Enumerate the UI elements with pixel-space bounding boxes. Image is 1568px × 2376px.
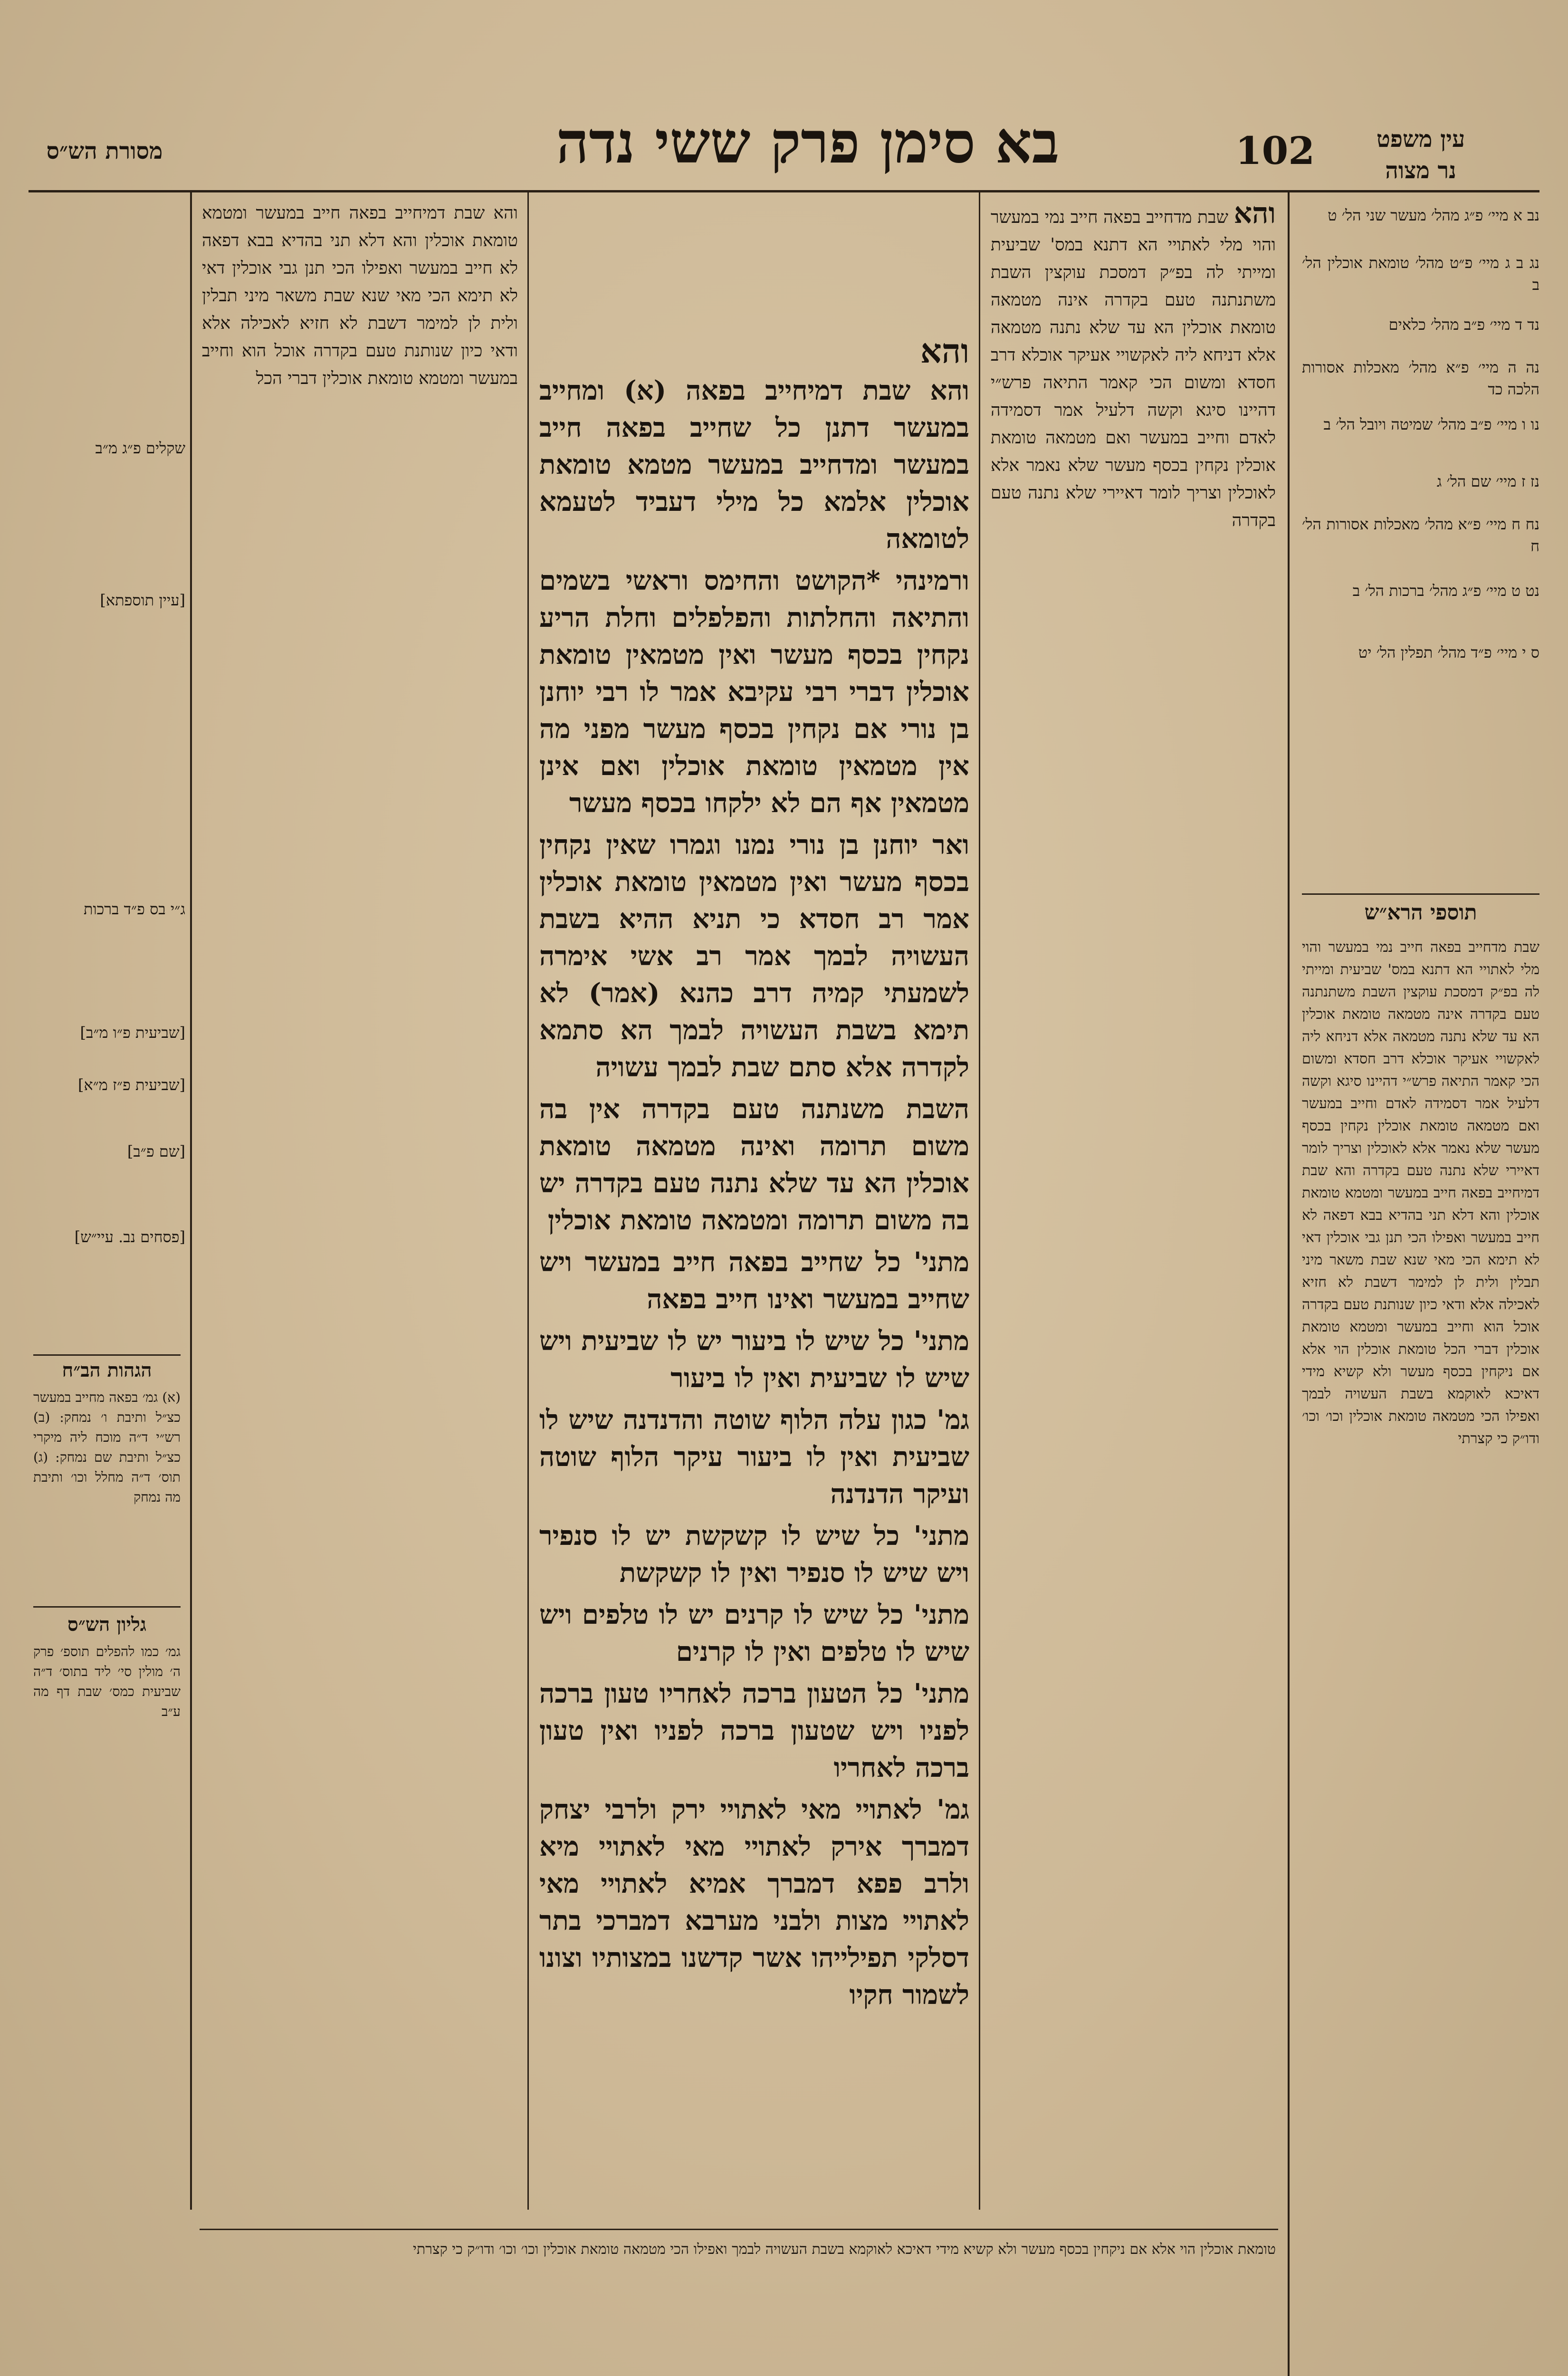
masoret-ref: [שביעית פ״ו מ״ב] <box>80 1024 185 1042</box>
tosafot-harosh-text: טומאת אוכלין הוי אלא אם ניקחין בכסף מעשר ולא קשיא מידי דאיכא לאוקמא בשבת העשויה לבמך ואפילו הכי מטמאה טומאת אוכלין וכו׳ וכו׳ ודו״ק כי קצרתי <box>1302 1341 1539 1447</box>
ein-mishpat-ref: נט ט מיי׳ פ״ג מהל׳ ברכות הל׳ ב <box>1352 582 1539 600</box>
masoret-title: מסורת הש״ס <box>46 138 163 164</box>
tosafot-harosh-column <box>1302 936 1539 2376</box>
gemara-paragraph: מתני' כל שיש לו קשקשת יש לו סנפיר ויש שיש לו סנפיר ואין לו קשקשת <box>539 1520 969 1589</box>
rashi-opening-word: והא <box>1233 200 1276 230</box>
gemara-paragraph: השבת משנתנה טעם בקדרה אין בה משום תרומה ואינה מטמאה טומאת אוכלין הא עד שלא נתנה טעם בקדרה יש בה משום תרומה ומטמאה טומאת אוכלין <box>539 1093 969 1236</box>
ein-mishpat-ref: נה ה מיי׳ פ״א מהל׳ מאכלות אסורות הלכה כד <box>1302 358 1539 398</box>
gemara-paragraph: ואר יוחנן בן נורי נמנו וגמרו שאין נקחין בכסף מעשר ואין מטמאין טומאת אוכלין אמר רב חסדא כי תניא ההיא בשבת העשויה לבמך אמר רב אשי אימרה לשמעתי קמיה דרב כהנא (אמר) לא תימא בשבת העשויה לבמך הא סתמא לקדרה אלא סתם שבת לבמך עשויה <box>539 829 969 1083</box>
rashi-column <box>991 200 1276 2210</box>
ein-mishpat-ref: ס י מיי׳ פ״ד מהל׳ תפלין הל׳ יט <box>1358 643 1539 661</box>
ein-mishpat-ref: נז ז מיי׳ שם הל׳ ג <box>1436 472 1539 490</box>
footnote-rule <box>200 2229 1278 2230</box>
masoret-column <box>29 204 185 1345</box>
tosafot-harosh-title: תוספי הרא״ש <box>1364 901 1477 925</box>
masoret-ref: [שם פ״ב] <box>127 1142 185 1160</box>
tosafot-harosh-text: והא שבת דמיחייב בפאה חייב במעשר ומטמא טומאת אוכלין והא דלא תני בהדיא בבא דפאה לא חייב במעשר ואפילו הכי תנן גבי אוכלין דאי לא תימא הכי מאי שנא שבת משאר מיני תבלין ולית לן למימר דשבת לא חזיא לאכילה אלא ודאי כיון שנותנת טעם בקדרה אוכל הוא וחייב במעשר ומטמא טומאת אוכלין דברי הכל <box>1302 1162 1539 1358</box>
gilyon-title: גליון הש״ס <box>67 1613 147 1636</box>
masoret-ref: [שביעית פ״ז מ״א] <box>78 1076 185 1094</box>
column-divider <box>190 190 192 2210</box>
hagahot-title: הגהות הב״ח <box>62 1359 152 1381</box>
tosafot-column <box>202 200 518 2210</box>
gilyon-rule <box>33 1606 181 1608</box>
gemara-opening-word: והא <box>920 333 969 371</box>
gilyon-text: גמ׳ כמו להפלים תוספ׳ פרק ה׳ מולין סי׳ ליד בתוס׳ ד״ה שביעית כמס׳ שבת דף מה ע״ב <box>33 1644 181 1719</box>
gemara-paragraph: מתני' כל שחייב בפאה חייב במעשר ויש שחייב במעשר ואינו חייב בפאה <box>539 1246 969 1315</box>
header-rule <box>29 190 1539 192</box>
masoret-ref: ג״י בס פ״ד ברכות <box>83 900 185 918</box>
ein-mishpat-ref: נח ח מיי׳ פ״א מהל׳ מאכלות אסורות הל׳ ח <box>1302 515 1539 555</box>
gemara-column <box>539 333 969 2210</box>
ein-mishpat-ref: נב א מיי׳ פ״ג מהל׳ מעשר שני הל׳ ט <box>1328 206 1539 224</box>
hagahot-rule <box>33 1354 181 1356</box>
masoret-ref: [פסחים נב. עיי״ש] <box>74 1228 185 1246</box>
gemara-paragraph: מתני' כל הטעון ברכה לאחריו טעון ברכה לפניו ויש שטעון ברכה לפניו ואין טעון ברכה לאחריו <box>539 1678 969 1783</box>
tosafot-text: והא שבת דמיחייב בפאה חייב במעשר ומטמא טומאת אוכלין והא דלא תני בהדיא בבא דפאה לא חייב במעשר ואפילו הכי תנן גבי אוכלין דאי לא תימא הכי מאי שנא שבת משאר מיני תבלין ולית לן למימר דשבת לא חזיא לאכילה אלא ודאי כיון שנותנת טעם בקדרה אוכל הוא וחייב במעשר ומטמא טומאת אוכלין דברי הכל <box>202 203 518 388</box>
ein-mishpat-ref: נג ב ג מיי׳ פ״ט מהל׳ טומאת אוכלין הל׳ ב <box>1302 254 1539 294</box>
ein-mishpat-ref: נד ד מיי׳ פ״ב מהל׳ כלאים <box>1388 316 1539 334</box>
ein-mishpat-title: עין משפט נר מצוה <box>1376 126 1465 184</box>
ein-mishpat-ref: נו ו מיי׳ פ״ב מהל׳ שמיטה ויובל הל׳ ב <box>1323 415 1539 433</box>
tosafot-harosh-rule <box>1302 893 1539 895</box>
gemara-paragraph: מתני' כל שיש לו ביעור יש לו שביעית ויש שיש לו שביעית ואין לו ביעור <box>539 1325 969 1394</box>
column-divider <box>527 190 529 2210</box>
gemara-paragraph: גמ' כגון עלה הלוף שוטה והדנדנה שיש לו שביעית ואין לו ביעור עיקר הלוף שוטה ועיקר הדנדנה <box>539 1404 969 1510</box>
gemara-paragraph: והא שבת דמיחייב בפאה (א) ומחייב במעשר דתנן כל שחייב בפאה חייב במעשר ומדחייב במעשר מטמא טומאת אוכלין אלמא כל מילי דעביד לטעמא לטומאה <box>539 375 969 555</box>
hagahot-text: (א) גמ׳ בפאה מחייב במעשר כצ״ל ותיבת ו׳ נמחק: (ב) רש״י ד״ה מוכח ליה מיקרי כצ״ל ותיבת שם נמחק: (ג) תוס׳ ד״ה מחלל וכו׳ ותיבת מה נמחק <box>33 1389 181 1505</box>
gemara-paragraph: מתני' כל שיש לו קרנים יש לו טלפים ויש שיש לו טלפים ואין לו קרנים <box>539 1599 969 1667</box>
gemara-paragraph: ורמינהי *הקושט והחימס וראשי בשמים והתיאה והחלתות והפלפלים וחלת הריע נקחין בכסף מעשר ואין מטמאין טומאת אוכלין דברי רבי עקיבא אמר לו רבי יוחנן בן נורי אם נקחין בכסף מעשר מפני מה אין מטמאין טומאת אוכלין ואם אינן מטמאין אף הם לא ילקחו בכסף מעשר <box>539 565 969 819</box>
ein-mishpat-column <box>1302 204 1539 917</box>
page-title: בא סימן פרק ששי נדה <box>556 109 1060 176</box>
page-number: 102 <box>1235 128 1315 173</box>
column-divider <box>1288 190 1290 2376</box>
tosafot-harosh-text: שבת מדחייב בפאה חייב נמי במעשר והוי מלי לאתויי הא דתנא במס' שביעית ומייתי לה בפ״ק דמסכת עוקצין השבת משתנתנה טעם בקדרה אינה מטמאה טומאת אוכלין הא עד שלא נתנה מטמאה אלא דניחא ליה לאקשויי אעיקר אוכלא דרב חסדא ומשום הכי קאמר התיאה פרש״י דהיינו סיגא וקשה דלעיל אמר דסמידה לאדם וחייב במעשר ואם מטמאה טומאת אוכלין נקחין בכסף מעשר שלא נאמר אלא לאוכלין וצריך לומר דאיירי שלא נתנה טעם בקדרה <box>1302 939 1539 1179</box>
gemara-paragraph: גמ' לאתויי מאי לאתויי ירק ולרבי יצחק דמברך אירק לאתויי מאי לאתויי מיא ולרב פפא דמברך אמיא לאתויי מאי לאתויי מצות ולבני מערבא דמברכי בתר דסלקי תפילייהו אשר קדשנו במצותיו וצונו לשמור חקיו <box>539 1794 969 2011</box>
column-divider <box>979 190 980 2210</box>
rashi-text: שבת מדחייב בפאה חייב נמי במעשר והוי מלי לאתויי הא דתנא במס' שביעית ומייתי לה בפ״ק דמסכת עוקצין השבת משתנתנה טעם בקדרה אינה מטמאה טומאת אוכלין הא עד שלא נתנה מטמאה אלא דניחא ליה לאקשויי אעיקר אוכלא דרב חסדא ומשום הכי קאמר התיאה פרש״י דהיינו סיגא וקשה דלעיל אמר דסמידה לאדם וחייב במעשר ואם מטמאה טומאת אוכלין נקחין בכסף מעשר שלא נאמר אלא לאוכלין וצריך לומר דאיירי שלא נתנה טעם בקדרה <box>991 208 1276 530</box>
masoret-ref: שקלים פ״ג מ״ב <box>95 439 185 457</box>
footnotes-block: טומאת אוכלין הוי אלא אם ניקחין בכסף מעשר ולא קשיא מידי דאיכא לאוקמא בשבת העשויה לבמך ואפילו הכי מטמאה טומאת אוכלין וכו׳ וכו׳ ודו״ק כי קצרתי <box>413 2241 1276 2258</box>
masoret-ref: [עיין תוספתא] <box>100 591 185 609</box>
